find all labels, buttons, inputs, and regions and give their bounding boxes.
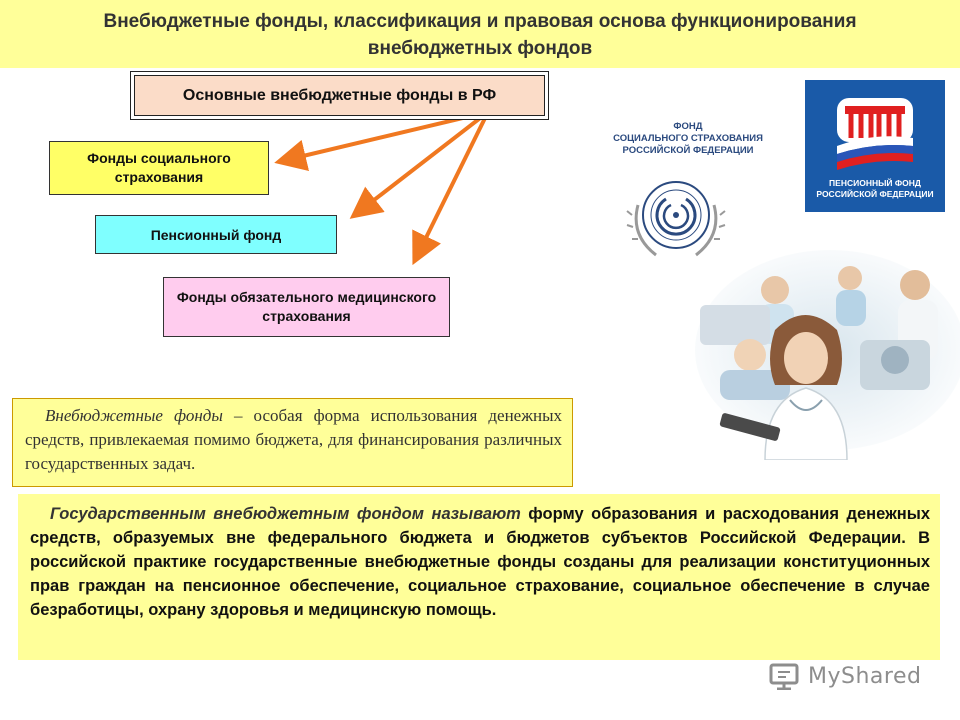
pfr-logo-text: ПЕНСИОННЫЙ ФОНД РОССИЙСКОЙ ФЕДЕРАЦИИ [816,178,934,199]
watermark-text: MyShared [808,663,922,689]
definition1-text: – особая форма использования денежных средств, привлекаемая помимо бюджета, для финансирования различных государственных задач. [25,406,562,473]
definition2-text: форму образования и расходования денежных средств, образуемых вне федерального бюджета и бюджетов субъектов Российской Федерации. В российской практике государственные внебюджетные фонды созданы для реализации конституционных прав граждан на пенсионное обеспечение, социальное страхование, социальное обеспечение в случае безработицы, охрану здоровья и медицинскую помощь. [30,505,931,619]
fss-logo [608,115,768,265]
definition1-term: Внебюджетные фонды [45,406,223,425]
page-title: Внебюджетные фонды, классификация и правовая основа функционирования внебюджетных фондов [103,11,857,59]
main-funds-box: Основные внебюджетные фонды в РФ [130,71,549,120]
definition2-term: Государственным внебюджетным фондом называют [50,505,521,523]
fss-logo-text: ФОНД СОЦИАЛЬНОГО СТРАХОВАНИЯ РОССИЙСКОЙ ФЕДЕРАЦИИ [613,121,763,156]
medical-insurance-fund-box: Фонды обязательного медицинского страхования [163,277,450,337]
medical-staff-photo [680,250,960,460]
pension-fund-box: Пенсионный фонд [95,215,337,254]
fss-emblem-icon [608,115,768,265]
pfr-emblem-icon [805,80,945,180]
arrow-to-medical [416,112,488,258]
myshared-watermark [768,660,958,692]
definition-extrabudgetary-funds [12,398,573,487]
pfr-logo [805,80,945,212]
definition-state-extrabudgetary-fund [18,494,940,660]
presentation-icon [768,662,800,690]
social-insurance-fund-box: Фонды социального страхования [49,141,269,195]
